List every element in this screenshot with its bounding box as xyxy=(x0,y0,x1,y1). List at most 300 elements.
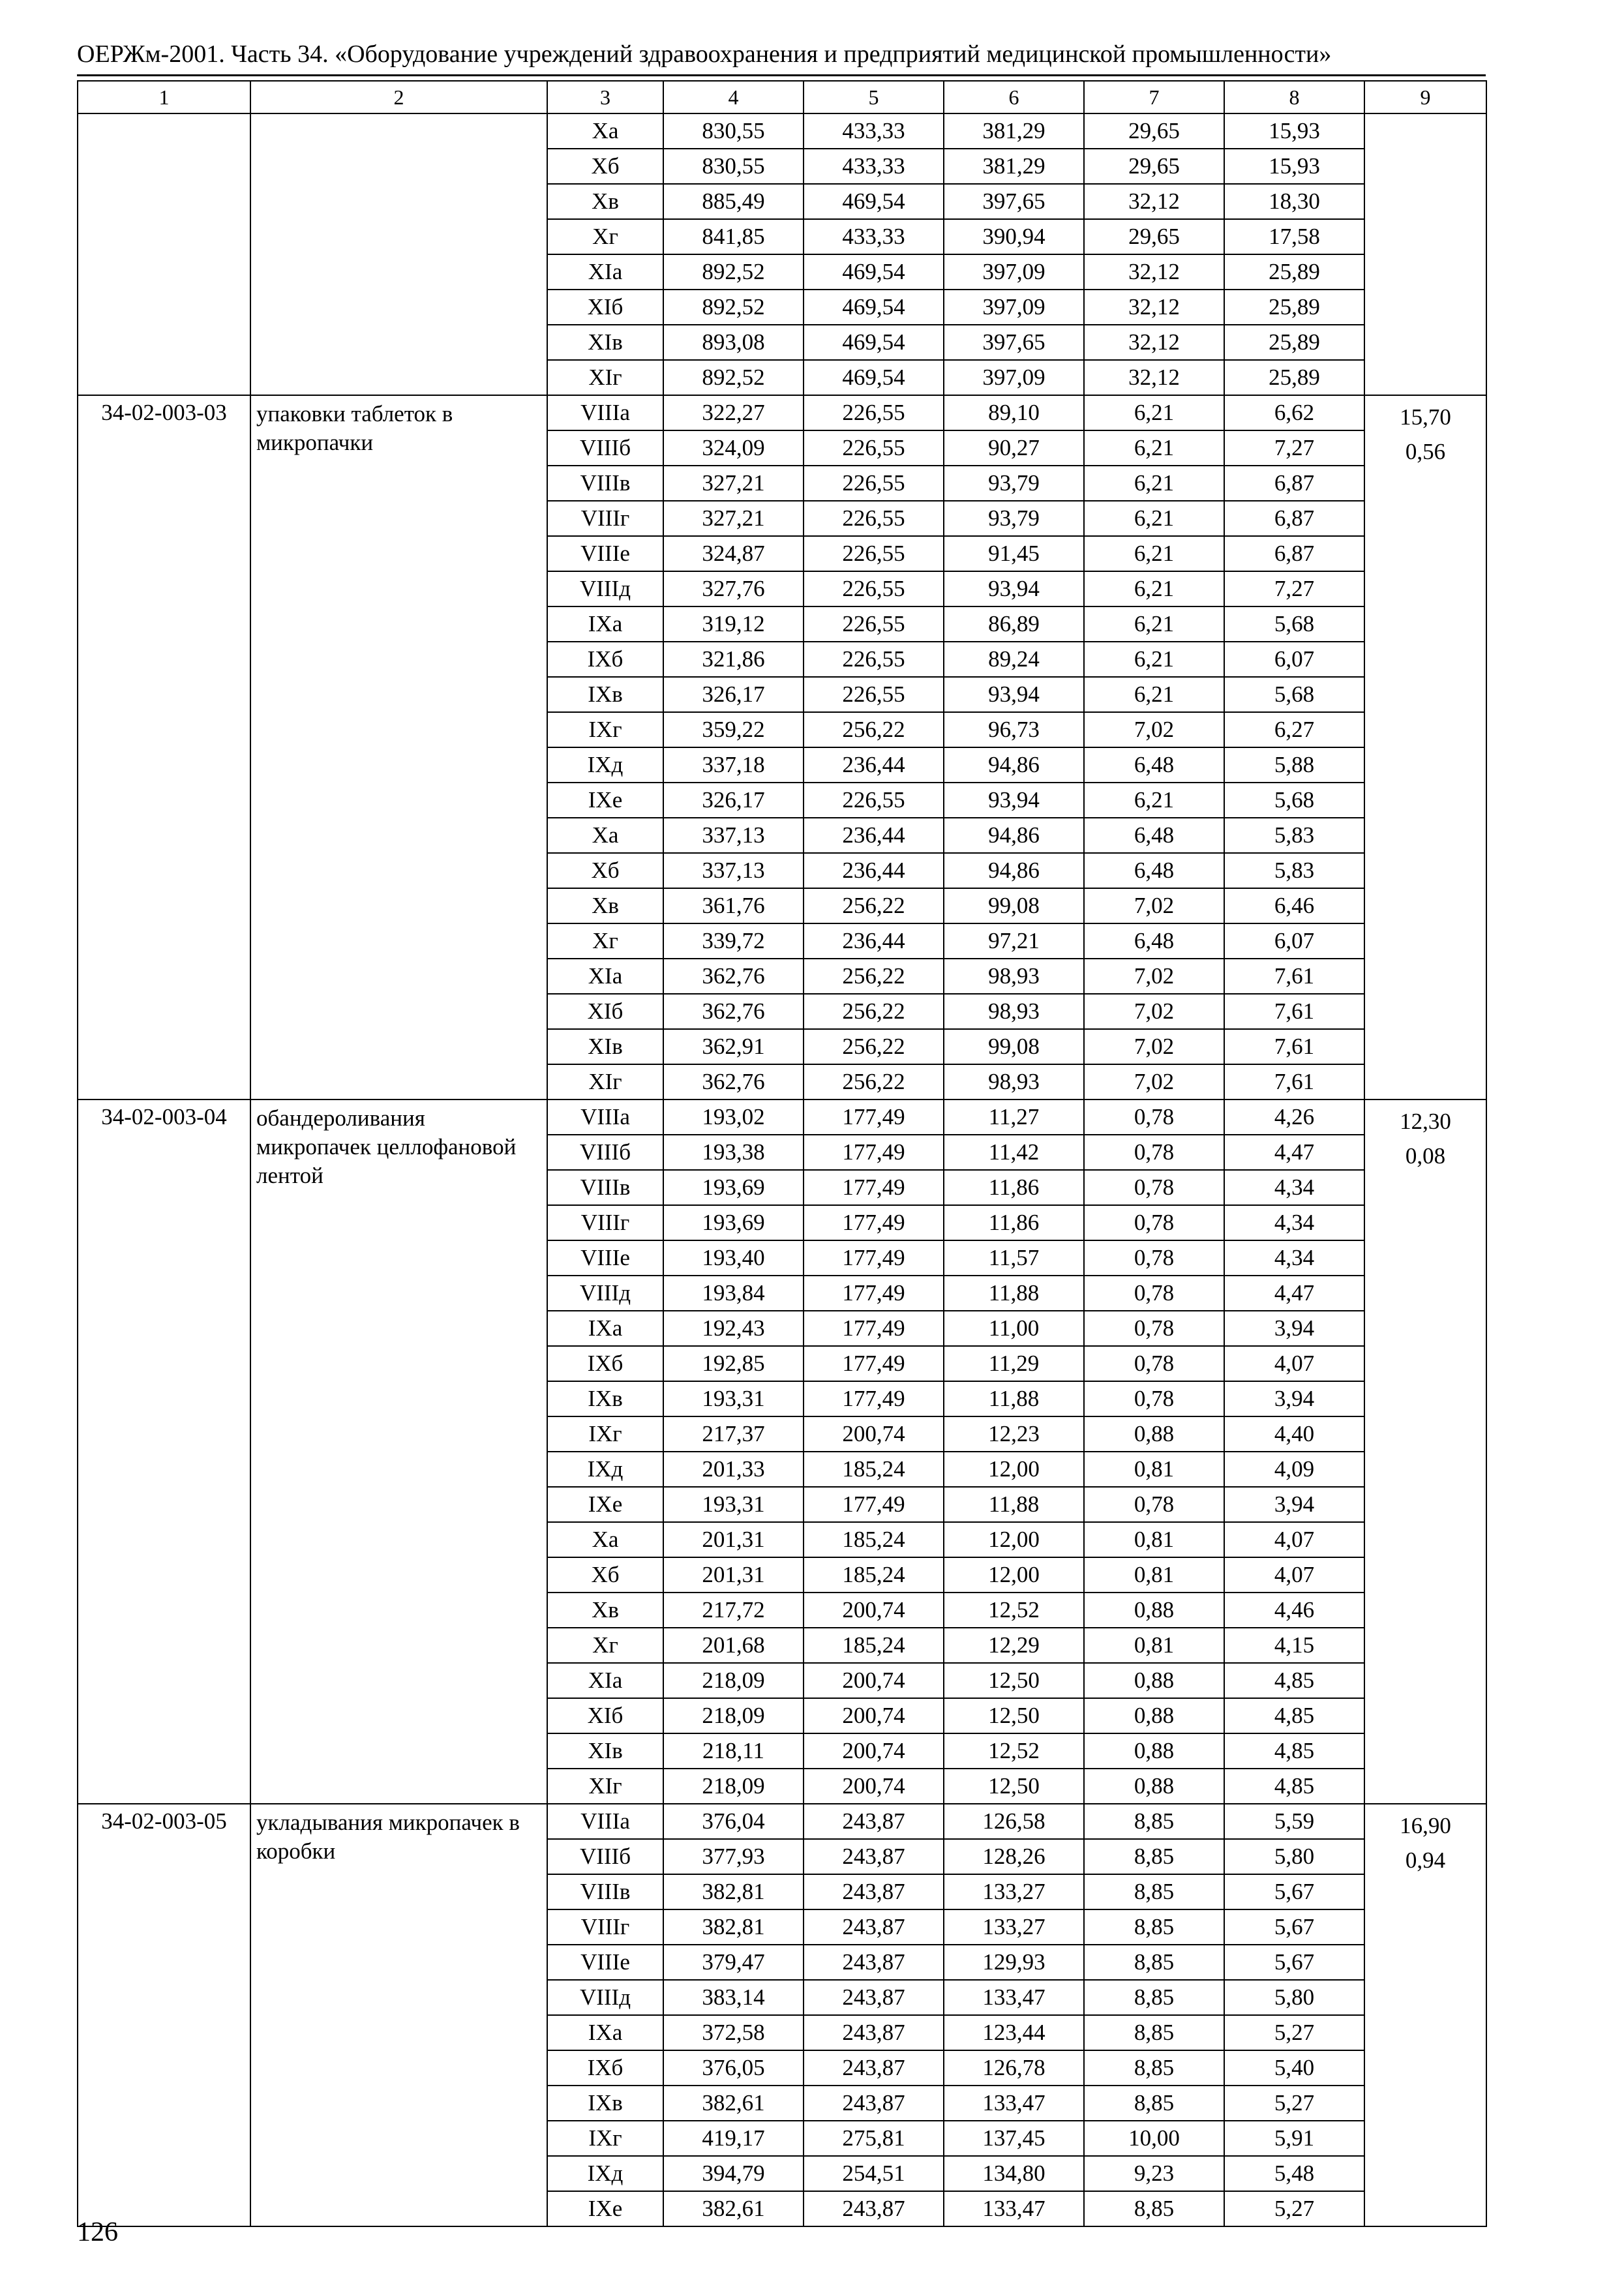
value-cell: 0,81 xyxy=(1084,1628,1224,1663)
region-cell: XIб xyxy=(547,994,663,1029)
region-cell: IXд xyxy=(547,747,663,783)
column-number: 6 xyxy=(944,81,1084,113)
value-cell: 397,65 xyxy=(944,325,1084,360)
value-cell: 7,02 xyxy=(1084,1029,1224,1064)
table-row xyxy=(78,1100,1486,1135)
column-number: 3 xyxy=(547,81,663,113)
value-cell: 177,49 xyxy=(804,1100,944,1135)
value-cell: 193,40 xyxy=(663,1240,804,1276)
value-cell: 133,47 xyxy=(944,2086,1084,2121)
value-cell: 6,21 xyxy=(1084,642,1224,677)
value-cell: 99,08 xyxy=(944,888,1084,923)
value-cell: 97,21 xyxy=(944,923,1084,959)
value-cell: 8,85 xyxy=(1084,1874,1224,1909)
value-cell: 193,38 xyxy=(663,1135,804,1170)
work-name-cell: обандероливания микропачек целлофановой лентой xyxy=(250,1100,547,1804)
region-cell: XIa xyxy=(547,959,663,994)
value-cell: 0,78 xyxy=(1084,1240,1224,1276)
value-cell: 0,78 xyxy=(1084,1170,1224,1205)
value-cell: 6,21 xyxy=(1084,466,1224,501)
value-cell: 6,48 xyxy=(1084,747,1224,783)
value-cell: 0,88 xyxy=(1084,1593,1224,1628)
value-cell: 193,02 xyxy=(663,1100,804,1135)
value-cell: 0,78 xyxy=(1084,1346,1224,1381)
value-cell: 469,54 xyxy=(804,325,944,360)
value-cell: 326,17 xyxy=(663,677,804,712)
labor-cost-cell xyxy=(1364,1100,1486,1804)
value-cell: 362,76 xyxy=(663,1064,804,1100)
value-cell: 321,86 xyxy=(663,642,804,677)
value-cell: 359,22 xyxy=(663,712,804,747)
value-cell: 25,89 xyxy=(1224,254,1364,290)
value-cell: 419,17 xyxy=(663,2121,804,2156)
work-name-cell: укладывания микропачек в коробки xyxy=(250,1804,547,2226)
value-cell: 7,02 xyxy=(1084,959,1224,994)
value-cell: 4,85 xyxy=(1224,1769,1364,1804)
value-cell: 200,74 xyxy=(804,1698,944,1733)
value-cell: 4,34 xyxy=(1224,1205,1364,1240)
labor-cost-value: 0,08 xyxy=(1405,1143,1446,1169)
value-cell: 11,57 xyxy=(944,1240,1084,1276)
value-cell: 10,00 xyxy=(1084,2121,1224,2156)
region-cell: VIIIб xyxy=(547,1135,663,1170)
value-cell: 25,89 xyxy=(1224,325,1364,360)
labor-cost-value: 0,94 xyxy=(1405,1848,1446,1873)
value-cell: 133,27 xyxy=(944,1909,1084,1945)
value-cell: 256,22 xyxy=(804,1064,944,1100)
value-cell: 11,29 xyxy=(944,1346,1084,1381)
value-cell: 0,78 xyxy=(1084,1100,1224,1135)
value-cell: 137,45 xyxy=(944,2121,1084,2156)
labor-cost-value: 15,70 xyxy=(1400,404,1451,430)
value-cell: 185,24 xyxy=(804,1452,944,1487)
region-cell: IXб xyxy=(547,2050,663,2086)
value-cell: 32,12 xyxy=(1084,254,1224,290)
value-cell: 25,89 xyxy=(1224,290,1364,325)
value-cell: 218,09 xyxy=(663,1663,804,1698)
labor-cost-value: 0,56 xyxy=(1405,439,1446,464)
value-cell: 193,69 xyxy=(663,1170,804,1205)
value-cell: 243,87 xyxy=(804,2050,944,2086)
value-cell: 8,85 xyxy=(1084,1945,1224,1980)
value-cell: 7,61 xyxy=(1224,1064,1364,1100)
labor-cost-value: 12,30 xyxy=(1400,1109,1451,1134)
value-cell: 6,21 xyxy=(1084,571,1224,606)
work-name-cell: упаковки таблеток в микропачки xyxy=(250,395,547,1100)
value-cell: 6,21 xyxy=(1084,501,1224,536)
value-cell: 89,24 xyxy=(944,642,1084,677)
value-cell: 32,12 xyxy=(1084,290,1224,325)
value-cell: 226,55 xyxy=(804,642,944,677)
value-cell: 6,48 xyxy=(1084,853,1224,888)
table-row xyxy=(78,1804,1486,1839)
region-cell: VIIIг xyxy=(547,501,663,536)
region-cell: VIIIв xyxy=(547,1170,663,1205)
value-cell: 337,13 xyxy=(663,818,804,853)
value-cell: 6,87 xyxy=(1224,466,1364,501)
value-cell: 94,86 xyxy=(944,818,1084,853)
value-cell: 99,08 xyxy=(944,1029,1084,1064)
region-cell: IXб xyxy=(547,1346,663,1381)
value-cell: 379,47 xyxy=(663,1945,804,1980)
column-number: 4 xyxy=(663,81,804,113)
value-cell: 4,85 xyxy=(1224,1698,1364,1733)
value-cell: 383,14 xyxy=(663,1980,804,2015)
value-cell: 226,55 xyxy=(804,783,944,818)
value-cell: 892,52 xyxy=(663,254,804,290)
work-name-cell xyxy=(250,113,547,395)
value-cell: 339,72 xyxy=(663,923,804,959)
value-cell: 7,61 xyxy=(1224,994,1364,1029)
value-cell: 8,85 xyxy=(1084,1839,1224,1874)
value-cell: 177,49 xyxy=(804,1311,944,1346)
value-cell: 6,21 xyxy=(1084,536,1224,571)
value-cell: 327,76 xyxy=(663,571,804,606)
value-cell: 256,22 xyxy=(804,712,944,747)
value-cell: 6,62 xyxy=(1224,395,1364,430)
value-cell: 326,17 xyxy=(663,783,804,818)
value-cell: 12,50 xyxy=(944,1769,1084,1804)
value-cell: 0,78 xyxy=(1084,1135,1224,1170)
value-cell: 0,88 xyxy=(1084,1416,1224,1452)
region-cell: Xв xyxy=(547,184,663,219)
value-cell: 0,88 xyxy=(1084,1769,1224,1804)
region-cell: VIIIв xyxy=(547,1874,663,1909)
value-cell: 7,61 xyxy=(1224,1029,1364,1064)
value-cell: 32,12 xyxy=(1084,325,1224,360)
column-number: 9 xyxy=(1364,81,1486,113)
region-cell: IXe xyxy=(547,1487,663,1522)
value-cell: 12,23 xyxy=(944,1416,1084,1452)
value-cell: 0,78 xyxy=(1084,1311,1224,1346)
value-cell: 193,31 xyxy=(663,1381,804,1416)
value-cell: 327,21 xyxy=(663,501,804,536)
value-cell: 17,58 xyxy=(1224,219,1364,254)
value-cell: 177,49 xyxy=(804,1240,944,1276)
value-cell: 243,87 xyxy=(804,2086,944,2121)
value-cell: 469,54 xyxy=(804,290,944,325)
value-cell: 377,93 xyxy=(663,1839,804,1874)
value-cell: 0,78 xyxy=(1084,1381,1224,1416)
value-cell: 236,44 xyxy=(804,747,944,783)
value-cell: 236,44 xyxy=(804,818,944,853)
value-cell: 256,22 xyxy=(804,959,944,994)
value-cell: 319,12 xyxy=(663,606,804,642)
region-cell: VIIIe xyxy=(547,1240,663,1276)
region-cell: XIг xyxy=(547,360,663,395)
value-cell: 126,58 xyxy=(944,1804,1084,1839)
value-cell: 201,68 xyxy=(663,1628,804,1663)
region-cell: Xб xyxy=(547,853,663,888)
value-cell: 3,94 xyxy=(1224,1487,1364,1522)
value-cell: 5,68 xyxy=(1224,606,1364,642)
value-cell: 397,09 xyxy=(944,360,1084,395)
value-cell: 177,49 xyxy=(804,1346,944,1381)
value-cell: 15,93 xyxy=(1224,149,1364,184)
labor-cost-cell xyxy=(1364,113,1486,395)
value-cell: 185,24 xyxy=(804,1522,944,1557)
value-cell: 4,34 xyxy=(1224,1170,1364,1205)
value-cell: 12,50 xyxy=(944,1663,1084,1698)
value-cell: 177,49 xyxy=(804,1276,944,1311)
value-cell: 4,47 xyxy=(1224,1135,1364,1170)
value-cell: 382,81 xyxy=(663,1874,804,1909)
value-cell: 7,27 xyxy=(1224,430,1364,466)
region-cell: XIб xyxy=(547,290,663,325)
value-cell: 830,55 xyxy=(663,149,804,184)
value-cell: 469,54 xyxy=(804,184,944,219)
value-cell: 217,72 xyxy=(663,1593,804,1628)
value-cell: 32,12 xyxy=(1084,360,1224,395)
region-cell: XIa xyxy=(547,254,663,290)
value-cell: 5,67 xyxy=(1224,1909,1364,1945)
value-cell: 226,55 xyxy=(804,536,944,571)
value-cell: 9,23 xyxy=(1084,2156,1224,2191)
value-cell: 382,61 xyxy=(663,2086,804,2121)
value-cell: 390,94 xyxy=(944,219,1084,254)
value-cell: 7,02 xyxy=(1084,994,1224,1029)
value-cell: 226,55 xyxy=(804,571,944,606)
region-cell: VIIIд xyxy=(547,571,663,606)
region-cell: IXa xyxy=(547,1311,663,1346)
value-cell: 337,13 xyxy=(663,853,804,888)
value-cell: 91,45 xyxy=(944,536,1084,571)
value-cell: 98,93 xyxy=(944,994,1084,1029)
value-cell: 5,68 xyxy=(1224,677,1364,712)
value-cell: 6,21 xyxy=(1084,783,1224,818)
value-cell: 0,88 xyxy=(1084,1733,1224,1769)
value-cell: 200,74 xyxy=(804,1663,944,1698)
value-cell: 93,79 xyxy=(944,501,1084,536)
region-cell: XIв xyxy=(547,1029,663,1064)
page-header-title: ОЕРЖм-2001. Часть 34. «Оборудование учреждений здравоохранения и предприятий медицинской промышленности» xyxy=(77,40,1332,68)
region-cell: VIIIa xyxy=(547,1100,663,1135)
region-cell: IXг xyxy=(547,1416,663,1452)
value-cell: 4,85 xyxy=(1224,1663,1364,1698)
value-cell: 8,85 xyxy=(1084,2086,1224,2121)
value-cell: 6,21 xyxy=(1084,430,1224,466)
value-cell: 6,48 xyxy=(1084,923,1224,959)
value-cell: 5,80 xyxy=(1224,1980,1364,2015)
value-cell: 4,47 xyxy=(1224,1276,1364,1311)
value-cell: 7,61 xyxy=(1224,959,1364,994)
value-cell: 397,09 xyxy=(944,254,1084,290)
value-cell: 4,15 xyxy=(1224,1628,1364,1663)
region-cell: Xa xyxy=(547,1522,663,1557)
value-cell: 12,52 xyxy=(944,1733,1084,1769)
value-cell: 8,85 xyxy=(1084,1980,1224,2015)
value-cell: 243,87 xyxy=(804,1839,944,1874)
value-cell: 94,86 xyxy=(944,853,1084,888)
column-number: 5 xyxy=(804,81,944,113)
value-cell: 94,86 xyxy=(944,747,1084,783)
table-row xyxy=(78,113,1486,149)
value-cell: 0,78 xyxy=(1084,1487,1224,1522)
value-cell: 89,10 xyxy=(944,395,1084,430)
value-cell: 361,76 xyxy=(663,888,804,923)
value-cell: 192,85 xyxy=(663,1346,804,1381)
rate-code-cell: 34-02-003-04 xyxy=(78,1100,250,1804)
value-cell: 256,22 xyxy=(804,888,944,923)
region-cell: IXд xyxy=(547,1452,663,1487)
value-cell: 841,85 xyxy=(663,219,804,254)
value-cell: 8,85 xyxy=(1084,1804,1224,1839)
value-cell: 5,48 xyxy=(1224,2156,1364,2191)
value-cell: 218,11 xyxy=(663,1733,804,1769)
value-cell: 376,05 xyxy=(663,2050,804,2086)
rate-code-cell: 34-02-003-05 xyxy=(78,1804,250,2226)
value-cell: 885,49 xyxy=(663,184,804,219)
value-cell: 362,91 xyxy=(663,1029,804,1064)
region-cell: Xв xyxy=(547,888,663,923)
value-cell: 11,27 xyxy=(944,1100,1084,1135)
value-cell: 337,18 xyxy=(663,747,804,783)
column-number: 7 xyxy=(1084,81,1224,113)
labor-cost-value: 16,90 xyxy=(1400,1813,1451,1838)
region-cell: IXв xyxy=(547,677,663,712)
column-number: 2 xyxy=(250,81,547,113)
value-cell: 5,27 xyxy=(1224,2015,1364,2050)
value-cell: 90,27 xyxy=(944,430,1084,466)
region-cell: VIIIд xyxy=(547,1276,663,1311)
value-cell: 98,93 xyxy=(944,959,1084,994)
region-cell: XIб xyxy=(547,1698,663,1733)
value-cell: 4,34 xyxy=(1224,1240,1364,1276)
rates-table xyxy=(77,80,1487,2227)
value-cell: 243,87 xyxy=(804,1980,944,2015)
value-cell: 3,94 xyxy=(1224,1311,1364,1346)
value-cell: 133,47 xyxy=(944,2191,1084,2226)
value-cell: 327,21 xyxy=(663,466,804,501)
value-cell: 218,09 xyxy=(663,1769,804,1804)
value-cell: 397,09 xyxy=(944,290,1084,325)
value-cell: 12,29 xyxy=(944,1628,1084,1663)
region-cell: Xг xyxy=(547,219,663,254)
column-number: 8 xyxy=(1224,81,1364,113)
value-cell: 126,78 xyxy=(944,2050,1084,2086)
value-cell: 376,04 xyxy=(663,1804,804,1839)
value-cell: 243,87 xyxy=(804,2191,944,2226)
value-cell: 5,83 xyxy=(1224,818,1364,853)
value-cell: 381,29 xyxy=(944,113,1084,149)
value-cell: 362,76 xyxy=(663,959,804,994)
value-cell: 243,87 xyxy=(804,1874,944,1909)
value-cell: 0,81 xyxy=(1084,1452,1224,1487)
region-cell: IXa xyxy=(547,606,663,642)
value-cell: 256,22 xyxy=(804,1029,944,1064)
region-cell: Xг xyxy=(547,923,663,959)
region-cell: IXв xyxy=(547,2086,663,2121)
value-cell: 830,55 xyxy=(663,113,804,149)
value-cell: 29,65 xyxy=(1084,113,1224,149)
rate-code-cell xyxy=(78,113,250,395)
value-cell: 397,65 xyxy=(944,184,1084,219)
value-cell: 322,27 xyxy=(663,395,804,430)
value-cell: 11,88 xyxy=(944,1276,1084,1311)
value-cell: 5,68 xyxy=(1224,783,1364,818)
region-cell: IXa xyxy=(547,2015,663,2050)
region-cell: VIIIг xyxy=(547,1205,663,1240)
value-cell: 6,07 xyxy=(1224,923,1364,959)
value-cell: 98,93 xyxy=(944,1064,1084,1100)
value-cell: 6,87 xyxy=(1224,501,1364,536)
region-cell: XIг xyxy=(547,1769,663,1804)
value-cell: 129,93 xyxy=(944,1945,1084,1980)
value-cell: 11,86 xyxy=(944,1170,1084,1205)
value-cell: 4,09 xyxy=(1224,1452,1364,1487)
table-row xyxy=(78,395,1486,430)
value-cell: 254,51 xyxy=(804,2156,944,2191)
value-cell: 193,84 xyxy=(663,1276,804,1311)
region-cell: Xв xyxy=(547,1593,663,1628)
value-cell: 382,81 xyxy=(663,1909,804,1945)
region-cell: XIв xyxy=(547,1733,663,1769)
value-cell: 243,87 xyxy=(804,1804,944,1839)
value-cell: 177,49 xyxy=(804,1381,944,1416)
value-cell: 0,81 xyxy=(1084,1557,1224,1593)
value-cell: 133,47 xyxy=(944,1980,1084,2015)
value-cell: 201,31 xyxy=(663,1557,804,1593)
value-cell: 8,85 xyxy=(1084,2015,1224,2050)
value-cell: 5,91 xyxy=(1224,2121,1364,2156)
region-cell: Xб xyxy=(547,149,663,184)
value-cell: 381,29 xyxy=(944,149,1084,184)
value-cell: 11,86 xyxy=(944,1205,1084,1240)
value-cell: 4,07 xyxy=(1224,1522,1364,1557)
value-cell: 243,87 xyxy=(804,1945,944,1980)
value-cell: 6,87 xyxy=(1224,536,1364,571)
region-cell: IXв xyxy=(547,1381,663,1416)
value-cell: 11,00 xyxy=(944,1311,1084,1346)
value-cell: 226,55 xyxy=(804,677,944,712)
value-cell: 12,00 xyxy=(944,1452,1084,1487)
region-cell: Xa xyxy=(547,818,663,853)
value-cell: 0,81 xyxy=(1084,1522,1224,1557)
value-cell: 5,67 xyxy=(1224,1874,1364,1909)
value-cell: 0,88 xyxy=(1084,1698,1224,1733)
value-cell: 5,67 xyxy=(1224,1945,1364,1980)
value-cell: 96,73 xyxy=(944,712,1084,747)
value-cell: 134,80 xyxy=(944,2156,1084,2191)
value-cell: 12,52 xyxy=(944,1593,1084,1628)
value-cell: 12,00 xyxy=(944,1522,1084,1557)
region-cell: VIIIд xyxy=(547,1980,663,2015)
value-cell: 11,88 xyxy=(944,1487,1084,1522)
value-cell: 4,07 xyxy=(1224,1557,1364,1593)
value-cell: 6,48 xyxy=(1084,818,1224,853)
region-cell: Xг xyxy=(547,1628,663,1663)
value-cell: 29,65 xyxy=(1084,219,1224,254)
value-cell: 93,79 xyxy=(944,466,1084,501)
value-cell: 193,31 xyxy=(663,1487,804,1522)
value-cell: 185,24 xyxy=(804,1557,944,1593)
region-cell: IXe xyxy=(547,2191,663,2226)
value-cell: 5,27 xyxy=(1224,2086,1364,2121)
value-cell: 177,49 xyxy=(804,1135,944,1170)
value-cell: 243,87 xyxy=(804,2015,944,2050)
value-cell: 5,27 xyxy=(1224,2191,1364,2226)
value-cell: 200,74 xyxy=(804,1416,944,1452)
region-cell: Xб xyxy=(547,1557,663,1593)
value-cell: 243,87 xyxy=(804,1909,944,1945)
value-cell: 324,87 xyxy=(663,536,804,571)
value-cell: 185,24 xyxy=(804,1628,944,1663)
value-cell: 6,21 xyxy=(1084,606,1224,642)
value-cell: 892,52 xyxy=(663,360,804,395)
value-cell: 123,44 xyxy=(944,2015,1084,2050)
value-cell: 236,44 xyxy=(804,923,944,959)
region-cell: VIIIв xyxy=(547,466,663,501)
